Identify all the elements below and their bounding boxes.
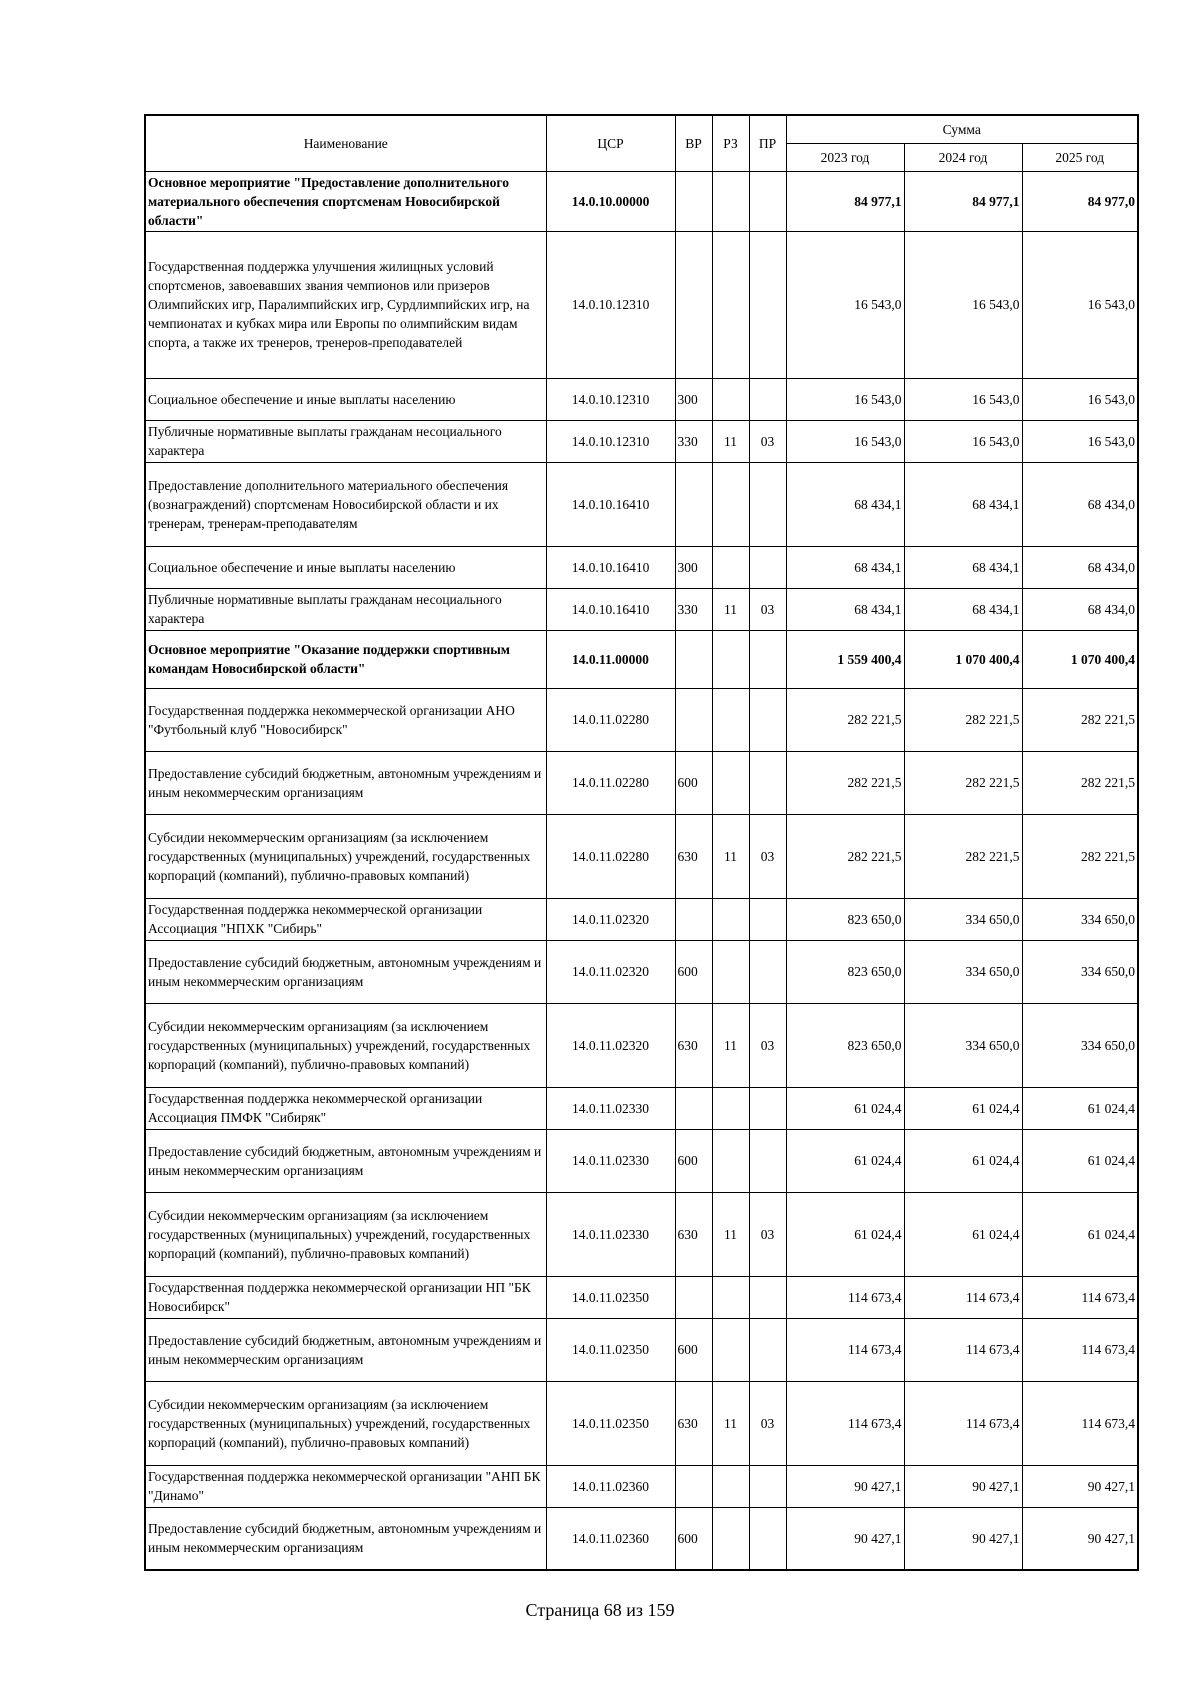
cell-csr: 14.0.11.02320: [546, 940, 675, 1003]
cell-vr: 630: [675, 1192, 712, 1276]
cell-csr: 14.0.11.02320: [546, 1003, 675, 1087]
cell-sum-2025: 90 427,1: [1022, 1465, 1138, 1507]
cell-pr: 03: [749, 420, 786, 462]
table-row: [145, 751, 1138, 814]
cell-csr: 14.0.11.02280: [546, 688, 675, 751]
cell-pr: [749, 1276, 786, 1318]
cell-name: Предоставление субсидий бюджетным, автономным учреждениям и иным некоммерческим организациям: [145, 751, 546, 814]
page-number: Страница 68 из 159: [525, 1600, 675, 1620]
table-row: [145, 1381, 1138, 1465]
cell-sum-2025: 282 221,5: [1022, 688, 1138, 751]
cell-name: Предоставление субсидий бюджетным, автономным учреждениям и иным некоммерческим организациям: [145, 940, 546, 1003]
cell-rz: [712, 1465, 749, 1507]
cell-rz: [712, 546, 749, 588]
cell-sum-2024: 68 434,1: [904, 462, 1022, 546]
cell-pr: [749, 378, 786, 420]
cell-sum-2025: 68 434,0: [1022, 588, 1138, 630]
cell-sum-2024: 61 024,4: [904, 1087, 1022, 1129]
cell-csr: 14.0.10.12310: [546, 420, 675, 462]
table-row: [145, 940, 1138, 1003]
header-rz: РЗ: [712, 115, 749, 171]
cell-vr: [675, 898, 712, 940]
cell-pr: [749, 1129, 786, 1192]
cell-sum-2025: 90 427,1: [1022, 1507, 1138, 1570]
cell-sum-2023: 114 673,4: [786, 1318, 904, 1381]
cell-sum-2025: 16 543,0: [1022, 378, 1138, 420]
table-row: [145, 420, 1138, 462]
cell-csr: 14.0.11.02350: [546, 1276, 675, 1318]
table-row: [145, 1003, 1138, 1087]
cell-sum-2024: 90 427,1: [904, 1507, 1022, 1570]
cell-sum-2023: 16 543,0: [786, 231, 904, 378]
cell-pr: [749, 462, 786, 546]
cell-csr: 14.0.11.00000: [546, 630, 675, 688]
cell-sum-2023: 16 543,0: [786, 378, 904, 420]
cell-sum-2023: 68 434,1: [786, 462, 904, 546]
cell-sum-2023: 114 673,4: [786, 1276, 904, 1318]
cell-rz: 11: [712, 1381, 749, 1465]
cell-sum-2025: 334 650,0: [1022, 898, 1138, 940]
table-row: [145, 688, 1138, 751]
cell-sum-2023: 823 650,0: [786, 1003, 904, 1087]
cell-pr: [749, 898, 786, 940]
cell-sum-2024: 68 434,1: [904, 588, 1022, 630]
cell-sum-2023: 823 650,0: [786, 898, 904, 940]
cell-sum-2024: 114 673,4: [904, 1381, 1022, 1465]
table-body: [145, 171, 1138, 1570]
cell-csr: 14.0.10.16410: [546, 588, 675, 630]
cell-rz: [712, 630, 749, 688]
cell-sum-2025: 16 543,0: [1022, 420, 1138, 462]
cell-rz: 11: [712, 814, 749, 898]
cell-name: Предоставление субсидий бюджетным, автономным учреждениям и иным некоммерческим организациям: [145, 1129, 546, 1192]
cell-pr: 03: [749, 1381, 786, 1465]
cell-pr: [749, 1318, 786, 1381]
cell-sum-2023: 68 434,1: [786, 588, 904, 630]
table-row: [145, 1276, 1138, 1318]
cell-csr: 14.0.10.12310: [546, 231, 675, 378]
cell-name: Государственная поддержка улучшения жилищных условий спортсменов, завоевавших звания чемпионов или призеров Олимпийских игр, Паралимпийских игр, Сурдлимпийских игр, на чемпионатах и кубках мира или Европы по олимпийским видам спорта, а также их тренеров, тренеров-преподавателей: [145, 231, 546, 378]
table-row: [145, 898, 1138, 940]
cell-sum-2025: 84 977,0: [1022, 171, 1138, 231]
cell-vr: 600: [675, 1318, 712, 1381]
cell-csr: 14.0.11.02280: [546, 751, 675, 814]
cell-sum-2023: 1 559 400,4: [786, 630, 904, 688]
cell-name: Государственная поддержка некоммерческой организации АНО "Футбольный клуб "Новосибирск": [145, 688, 546, 751]
table-row: [145, 1465, 1138, 1507]
table-row: [145, 588, 1138, 630]
cell-sum-2024: 84 977,1: [904, 171, 1022, 231]
cell-sum-2024: 282 221,5: [904, 751, 1022, 814]
cell-vr: [675, 1276, 712, 1318]
cell-vr: [675, 630, 712, 688]
cell-vr: 600: [675, 940, 712, 1003]
cell-csr: 14.0.11.02330: [546, 1087, 675, 1129]
cell-sum-2024: 61 024,4: [904, 1192, 1022, 1276]
cell-pr: [749, 1465, 786, 1507]
table-row: [145, 1318, 1138, 1381]
table-row: [145, 171, 1138, 231]
cell-csr: 14.0.10.16410: [546, 462, 675, 546]
cell-name: Государственная поддержка некоммерческой организации "АНП БК "Динамо": [145, 1465, 546, 1507]
cell-rz: [712, 1129, 749, 1192]
cell-csr: 14.0.11.02280: [546, 814, 675, 898]
cell-sum-2024: 1 070 400,4: [904, 630, 1022, 688]
cell-sum-2023: 114 673,4: [786, 1381, 904, 1465]
cell-vr: [675, 688, 712, 751]
cell-pr: [749, 688, 786, 751]
header-year-2023: 2023 год: [786, 143, 904, 171]
cell-rz: [712, 1276, 749, 1318]
cell-vr: 300: [675, 378, 712, 420]
cell-sum-2025: 334 650,0: [1022, 1003, 1138, 1087]
cell-name: Предоставление субсидий бюджетным, автономным учреждениям и иным некоммерческим организациям: [145, 1507, 546, 1570]
cell-sum-2024: 114 673,4: [904, 1318, 1022, 1381]
cell-name: Государственная поддержка некоммерческой организации Ассоциация "НПХК "Сибирь": [145, 898, 546, 940]
cell-pr: [749, 546, 786, 588]
cell-sum-2025: 16 543,0: [1022, 231, 1138, 378]
cell-pr: [749, 630, 786, 688]
cell-pr: [749, 751, 786, 814]
cell-pr: [749, 231, 786, 378]
table-row: [145, 1192, 1138, 1276]
cell-pr: 03: [749, 814, 786, 898]
table-row: [145, 1087, 1138, 1129]
cell-csr: 14.0.11.02320: [546, 898, 675, 940]
budget-table: [144, 114, 1139, 1571]
cell-sum-2025: 1 070 400,4: [1022, 630, 1138, 688]
cell-pr: 03: [749, 588, 786, 630]
cell-sum-2024: 282 221,5: [904, 814, 1022, 898]
cell-sum-2024: 16 543,0: [904, 420, 1022, 462]
cell-vr: [675, 1087, 712, 1129]
table-row: [145, 1507, 1138, 1570]
cell-rz: [712, 1507, 749, 1570]
cell-pr: [749, 940, 786, 1003]
cell-rz: [712, 378, 749, 420]
cell-vr: 600: [675, 1129, 712, 1192]
cell-sum-2023: 61 024,4: [786, 1129, 904, 1192]
cell-csr: 14.0.11.02350: [546, 1381, 675, 1465]
cell-sum-2025: 68 434,0: [1022, 462, 1138, 546]
cell-sum-2024: 334 650,0: [904, 898, 1022, 940]
cell-sum-2024: 68 434,1: [904, 546, 1022, 588]
cell-name: Субсидии некоммерческим организациям (за исключением государственных (муниципальных) учреждений, государственных корпораций (компаний), публично-правовых компаний): [145, 1381, 546, 1465]
cell-sum-2024: 334 650,0: [904, 940, 1022, 1003]
cell-name: Субсидии некоммерческим организациям (за исключением государственных (муниципальных) учреждений, государственных корпораций (компаний), публично-правовых компаний): [145, 1003, 546, 1087]
cell-name: Основное мероприятие "Предоставление дополнительного материального обеспечения спортсменам Новосибирской области": [145, 171, 546, 231]
cell-sum-2023: 282 221,5: [786, 688, 904, 751]
table-row: [145, 378, 1138, 420]
cell-sum-2024: 90 427,1: [904, 1465, 1022, 1507]
cell-sum-2024: 16 543,0: [904, 378, 1022, 420]
header-year-2025: 2025 год: [1022, 143, 1138, 171]
cell-sum-2023: 90 427,1: [786, 1465, 904, 1507]
cell-sum-2023: 282 221,5: [786, 814, 904, 898]
cell-rz: 11: [712, 1003, 749, 1087]
cell-sum-2023: 823 650,0: [786, 940, 904, 1003]
cell-pr: 03: [749, 1192, 786, 1276]
cell-name: Предоставление дополнительного материального обеспечения (вознаграждений) спортсменам Новосибирской области и их тренерам, тренерам-преподавателям: [145, 462, 546, 546]
cell-pr: [749, 171, 786, 231]
cell-rz: [712, 940, 749, 1003]
cell-name: Основное мероприятие "Оказание поддержки спортивным командам Новосибирской области": [145, 630, 546, 688]
cell-vr: 330: [675, 588, 712, 630]
cell-vr: 630: [675, 814, 712, 898]
cell-sum-2023: 90 427,1: [786, 1507, 904, 1570]
cell-rz: [712, 1087, 749, 1129]
cell-sum-2024: 61 024,4: [904, 1129, 1022, 1192]
cell-sum-2025: 114 673,4: [1022, 1381, 1138, 1465]
cell-pr: [749, 1087, 786, 1129]
cell-rz: [712, 898, 749, 940]
cell-name: Субсидии некоммерческим организациям (за исключением государственных (муниципальных) учреждений, государственных корпораций (компаний), публично-правовых компаний): [145, 814, 546, 898]
cell-sum-2023: 282 221,5: [786, 751, 904, 814]
cell-sum-2023: 61 024,4: [786, 1087, 904, 1129]
cell-rz: [712, 751, 749, 814]
cell-csr: 14.0.10.12310: [546, 378, 675, 420]
header-year-2024: 2024 год: [904, 143, 1022, 171]
header-csr: ЦСР: [546, 115, 675, 171]
cell-csr: 14.0.11.02360: [546, 1507, 675, 1570]
cell-name: Субсидии некоммерческим организациям (за исключением государственных (муниципальных) учреждений, государственных корпораций (компаний), публично-правовых компаний): [145, 1192, 546, 1276]
cell-sum-2023: 84 977,1: [786, 171, 904, 231]
cell-rz: [712, 231, 749, 378]
cell-sum-2023: 61 024,4: [786, 1192, 904, 1276]
cell-pr: [749, 1507, 786, 1570]
cell-vr: [675, 1465, 712, 1507]
cell-vr: [675, 462, 712, 546]
cell-vr: [675, 171, 712, 231]
cell-vr: 600: [675, 1507, 712, 1570]
cell-rz: 11: [712, 1192, 749, 1276]
table-row: [145, 630, 1138, 688]
cell-sum-2025: 61 024,4: [1022, 1192, 1138, 1276]
cell-csr: 14.0.11.02350: [546, 1318, 675, 1381]
cell-rz: [712, 1318, 749, 1381]
cell-sum-2025: 61 024,4: [1022, 1087, 1138, 1129]
cell-sum-2024: 16 543,0: [904, 231, 1022, 378]
header-pr: ПР: [749, 115, 786, 171]
cell-vr: 630: [675, 1003, 712, 1087]
table-row: [145, 462, 1138, 546]
cell-sum-2025: 114 673,4: [1022, 1276, 1138, 1318]
cell-name: Социальное обеспечение и иные выплаты населению: [145, 378, 546, 420]
cell-rz: 11: [712, 420, 749, 462]
cell-pr: 03: [749, 1003, 786, 1087]
header-name: Наименование: [145, 115, 546, 171]
cell-sum-2025: 282 221,5: [1022, 814, 1138, 898]
cell-vr: [675, 231, 712, 378]
cell-csr: 14.0.11.02330: [546, 1129, 675, 1192]
cell-vr: 330: [675, 420, 712, 462]
cell-sum-2025: 334 650,0: [1022, 940, 1138, 1003]
cell-csr: 14.0.10.00000: [546, 171, 675, 231]
cell-sum-2025: 114 673,4: [1022, 1318, 1138, 1381]
cell-name: Государственная поддержка некоммерческой организации Ассоциация ПМФК "Сибиряк": [145, 1087, 546, 1129]
cell-rz: [712, 688, 749, 751]
cell-rz: [712, 171, 749, 231]
cell-csr: 14.0.11.02360: [546, 1465, 675, 1507]
cell-sum-2025: 61 024,4: [1022, 1129, 1138, 1192]
table-row: [145, 546, 1138, 588]
cell-csr: 14.0.10.16410: [546, 546, 675, 588]
table-row: [145, 231, 1138, 378]
cell-rz: 11: [712, 588, 749, 630]
cell-sum-2025: 282 221,5: [1022, 751, 1138, 814]
table-row: [145, 814, 1138, 898]
cell-name: Публичные нормативные выплаты гражданам несоциального характера: [145, 588, 546, 630]
cell-vr: 630: [675, 1381, 712, 1465]
cell-sum-2023: 68 434,1: [786, 546, 904, 588]
cell-name: Публичные нормативные выплаты гражданам несоциального характера: [145, 420, 546, 462]
cell-rz: [712, 462, 749, 546]
cell-vr: 300: [675, 546, 712, 588]
cell-name: Социальное обеспечение и иные выплаты населению: [145, 546, 546, 588]
cell-sum-2023: 16 543,0: [786, 420, 904, 462]
cell-sum-2024: 114 673,4: [904, 1276, 1022, 1318]
cell-vr: 600: [675, 751, 712, 814]
table-row: [145, 1129, 1138, 1192]
cell-sum-2025: 68 434,0: [1022, 546, 1138, 588]
cell-sum-2024: 282 221,5: [904, 688, 1022, 751]
header-vr: ВР: [675, 115, 712, 171]
cell-name: Предоставление субсидий бюджетным, автономным учреждениям и иным некоммерческим организациям: [145, 1318, 546, 1381]
header-sum: Сумма: [786, 115, 1138, 143]
cell-sum-2024: 334 650,0: [904, 1003, 1022, 1087]
cell-csr: 14.0.11.02330: [546, 1192, 675, 1276]
cell-name: Государственная поддержка некоммерческой организации НП "БК Новосибирск": [145, 1276, 546, 1318]
